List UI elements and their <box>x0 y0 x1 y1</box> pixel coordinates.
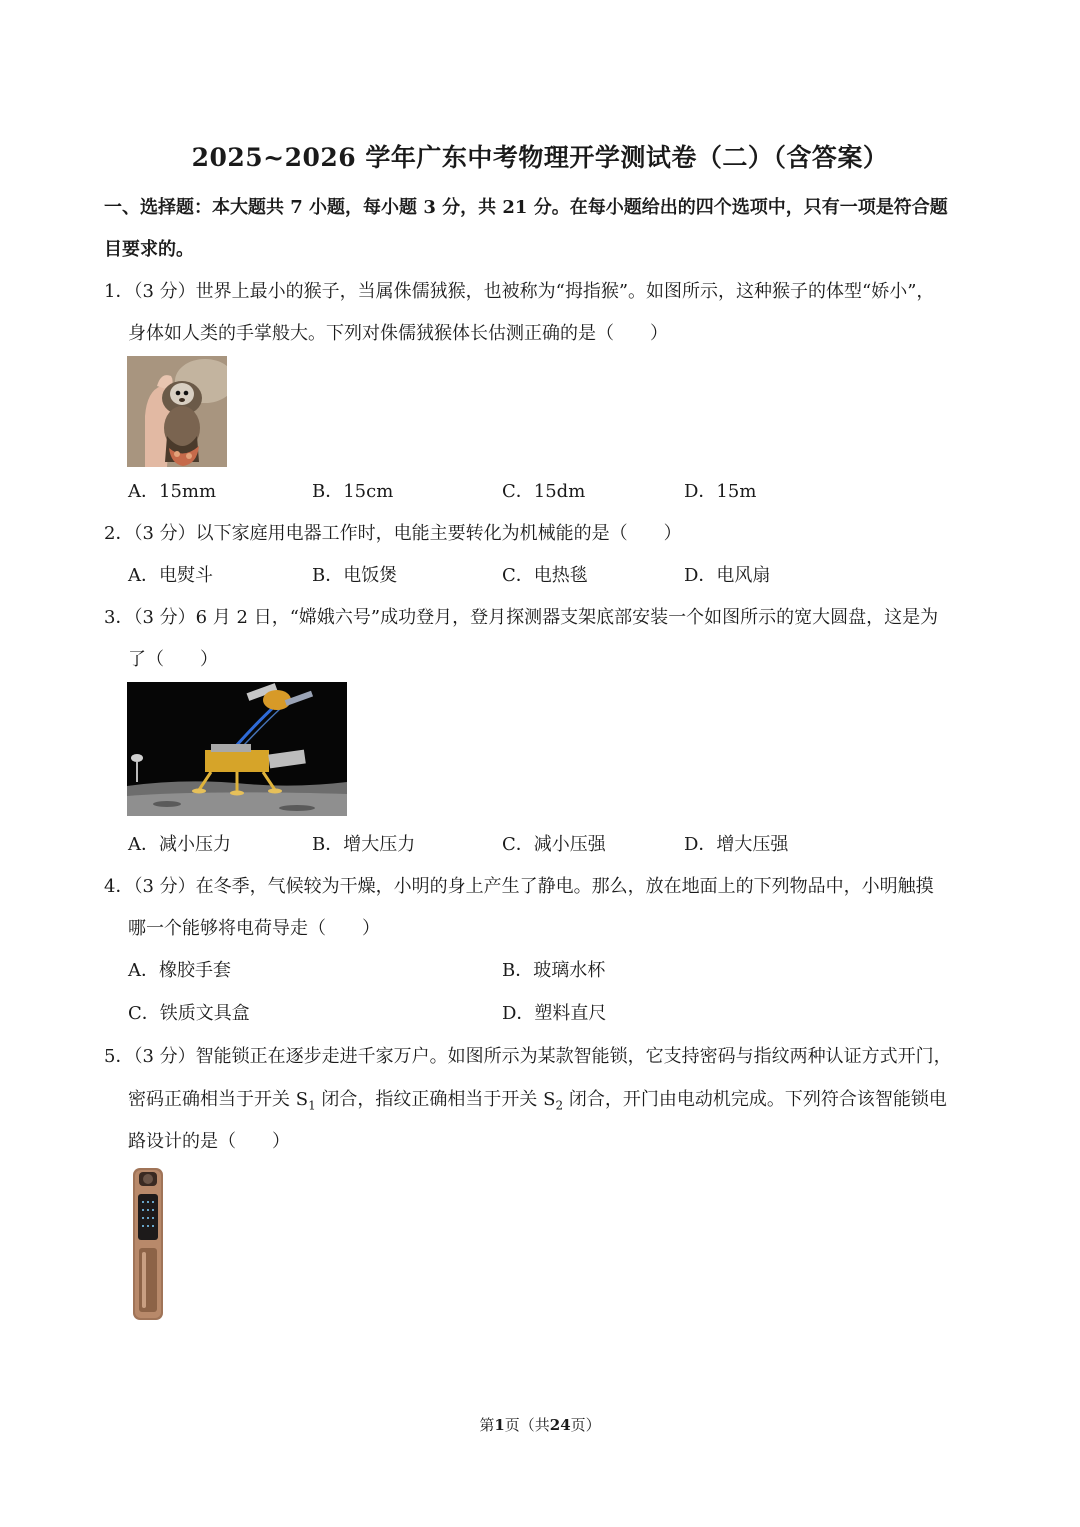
question-3-option-b: B．增大压力 <box>312 834 416 855</box>
page-suffix: 页） <box>570 1416 601 1434</box>
question-4-option-c: C．铁质文具盒 <box>128 1003 250 1024</box>
question-3-option-d: D．增大压强 <box>684 834 789 855</box>
question-1-option-a: A．15mm <box>128 481 217 502</box>
question-2-option-d: D．电风扇 <box>684 565 771 586</box>
question-2-stem: 2．（3 分）以下家庭用电器工作时，电能主要转化为机械能的是（ ） <box>104 523 682 544</box>
question-1-stem: 1．（3 分）世界上最小的猴子，当属侏儒狨猴，也被称为“拇指猴”。如图所示，这种猴子的体型“娇小”， <box>104 281 935 302</box>
question-5-stem-cont <box>128 1087 947 1119</box>
question-4-option-b: B．玻璃水杯 <box>502 960 606 981</box>
section-heading: 一、选择题：本大题共 7 小题，每小题 3 分，共 21 分。在每小题给出的四个选项中，只有一项是符合题 <box>104 197 948 218</box>
page-total: 24 <box>549 1416 571 1434</box>
pygmy-marmoset-image <box>127 356 227 467</box>
page-mid: 页（共 <box>504 1416 550 1434</box>
question-3-option-c: C．减小压强 <box>502 834 606 855</box>
question-4-option-d: D．塑料直尺 <box>502 1003 607 1024</box>
s1-subscript: 1 <box>308 1098 316 1113</box>
question-4-option-a: A．橡胶手套 <box>128 960 231 981</box>
question-2-option-b: B．电饭煲 <box>312 565 398 586</box>
s2-subscript: 2 <box>555 1098 564 1113</box>
question-5-text-part: 闭合，开门由电动机完成。下列符合该智能锁电 <box>563 1089 947 1110</box>
question-5-stem: 5．（3 分）智能锁正在逐步走进千家万户。如图所示为某款智能锁，它支持密码与指纹两种认证方式开门， <box>104 1046 952 1067</box>
question-1-stem-cont: 身体如人类的手掌般大。下列对侏儒狨猴体长估测正确的是（ ） <box>128 323 668 344</box>
question-4-stem-cont: 哪一个能够将电荷导走（ ） <box>128 918 380 939</box>
question-3-stem-cont: 了（ ） <box>128 649 218 670</box>
question-1-option-d: D．15m <box>684 481 757 502</box>
question-4-stem: 4．（3 分）在冬季，气候较为干燥，小明的身上产生了静电。那么，放在地面上的下列物品中，小明触摸 <box>104 876 934 897</box>
question-3-option-a: A．减小压力 <box>128 834 231 855</box>
question-2-option-a: A．电熨斗 <box>128 565 213 586</box>
page-current: 1 <box>494 1416 505 1434</box>
page-number <box>0 1414 1080 1435</box>
question-3-stem: 3．（3 分）6 月 2 日，“嫦娥六号”成功登月，登月探测器支架底部安装一个如图所示的宽大圆盘，这是为 <box>104 607 939 628</box>
smart-lock-image <box>127 1166 169 1326</box>
question-1-option-b: B．15cm <box>312 481 394 502</box>
question-1-option-c: C．15dm <box>502 481 586 502</box>
page-prefix: 第 <box>479 1416 495 1434</box>
question-5-text-part: 密码正确相当于开关 S <box>128 1089 309 1110</box>
question-2-option-c: C．电热毯 <box>502 565 588 586</box>
section-heading-cont: 目要求的。 <box>104 239 194 260</box>
question-5-text-part: 闭合，指纹正确相当于开关 S <box>315 1089 556 1110</box>
lunar-lander-image <box>127 682 347 816</box>
document-title: 2025~2026 学年广东中考物理开学测试卷（二）（含答案） <box>191 143 889 172</box>
question-5-stem-cont2: 路设计的是（ ） <box>128 1131 290 1152</box>
